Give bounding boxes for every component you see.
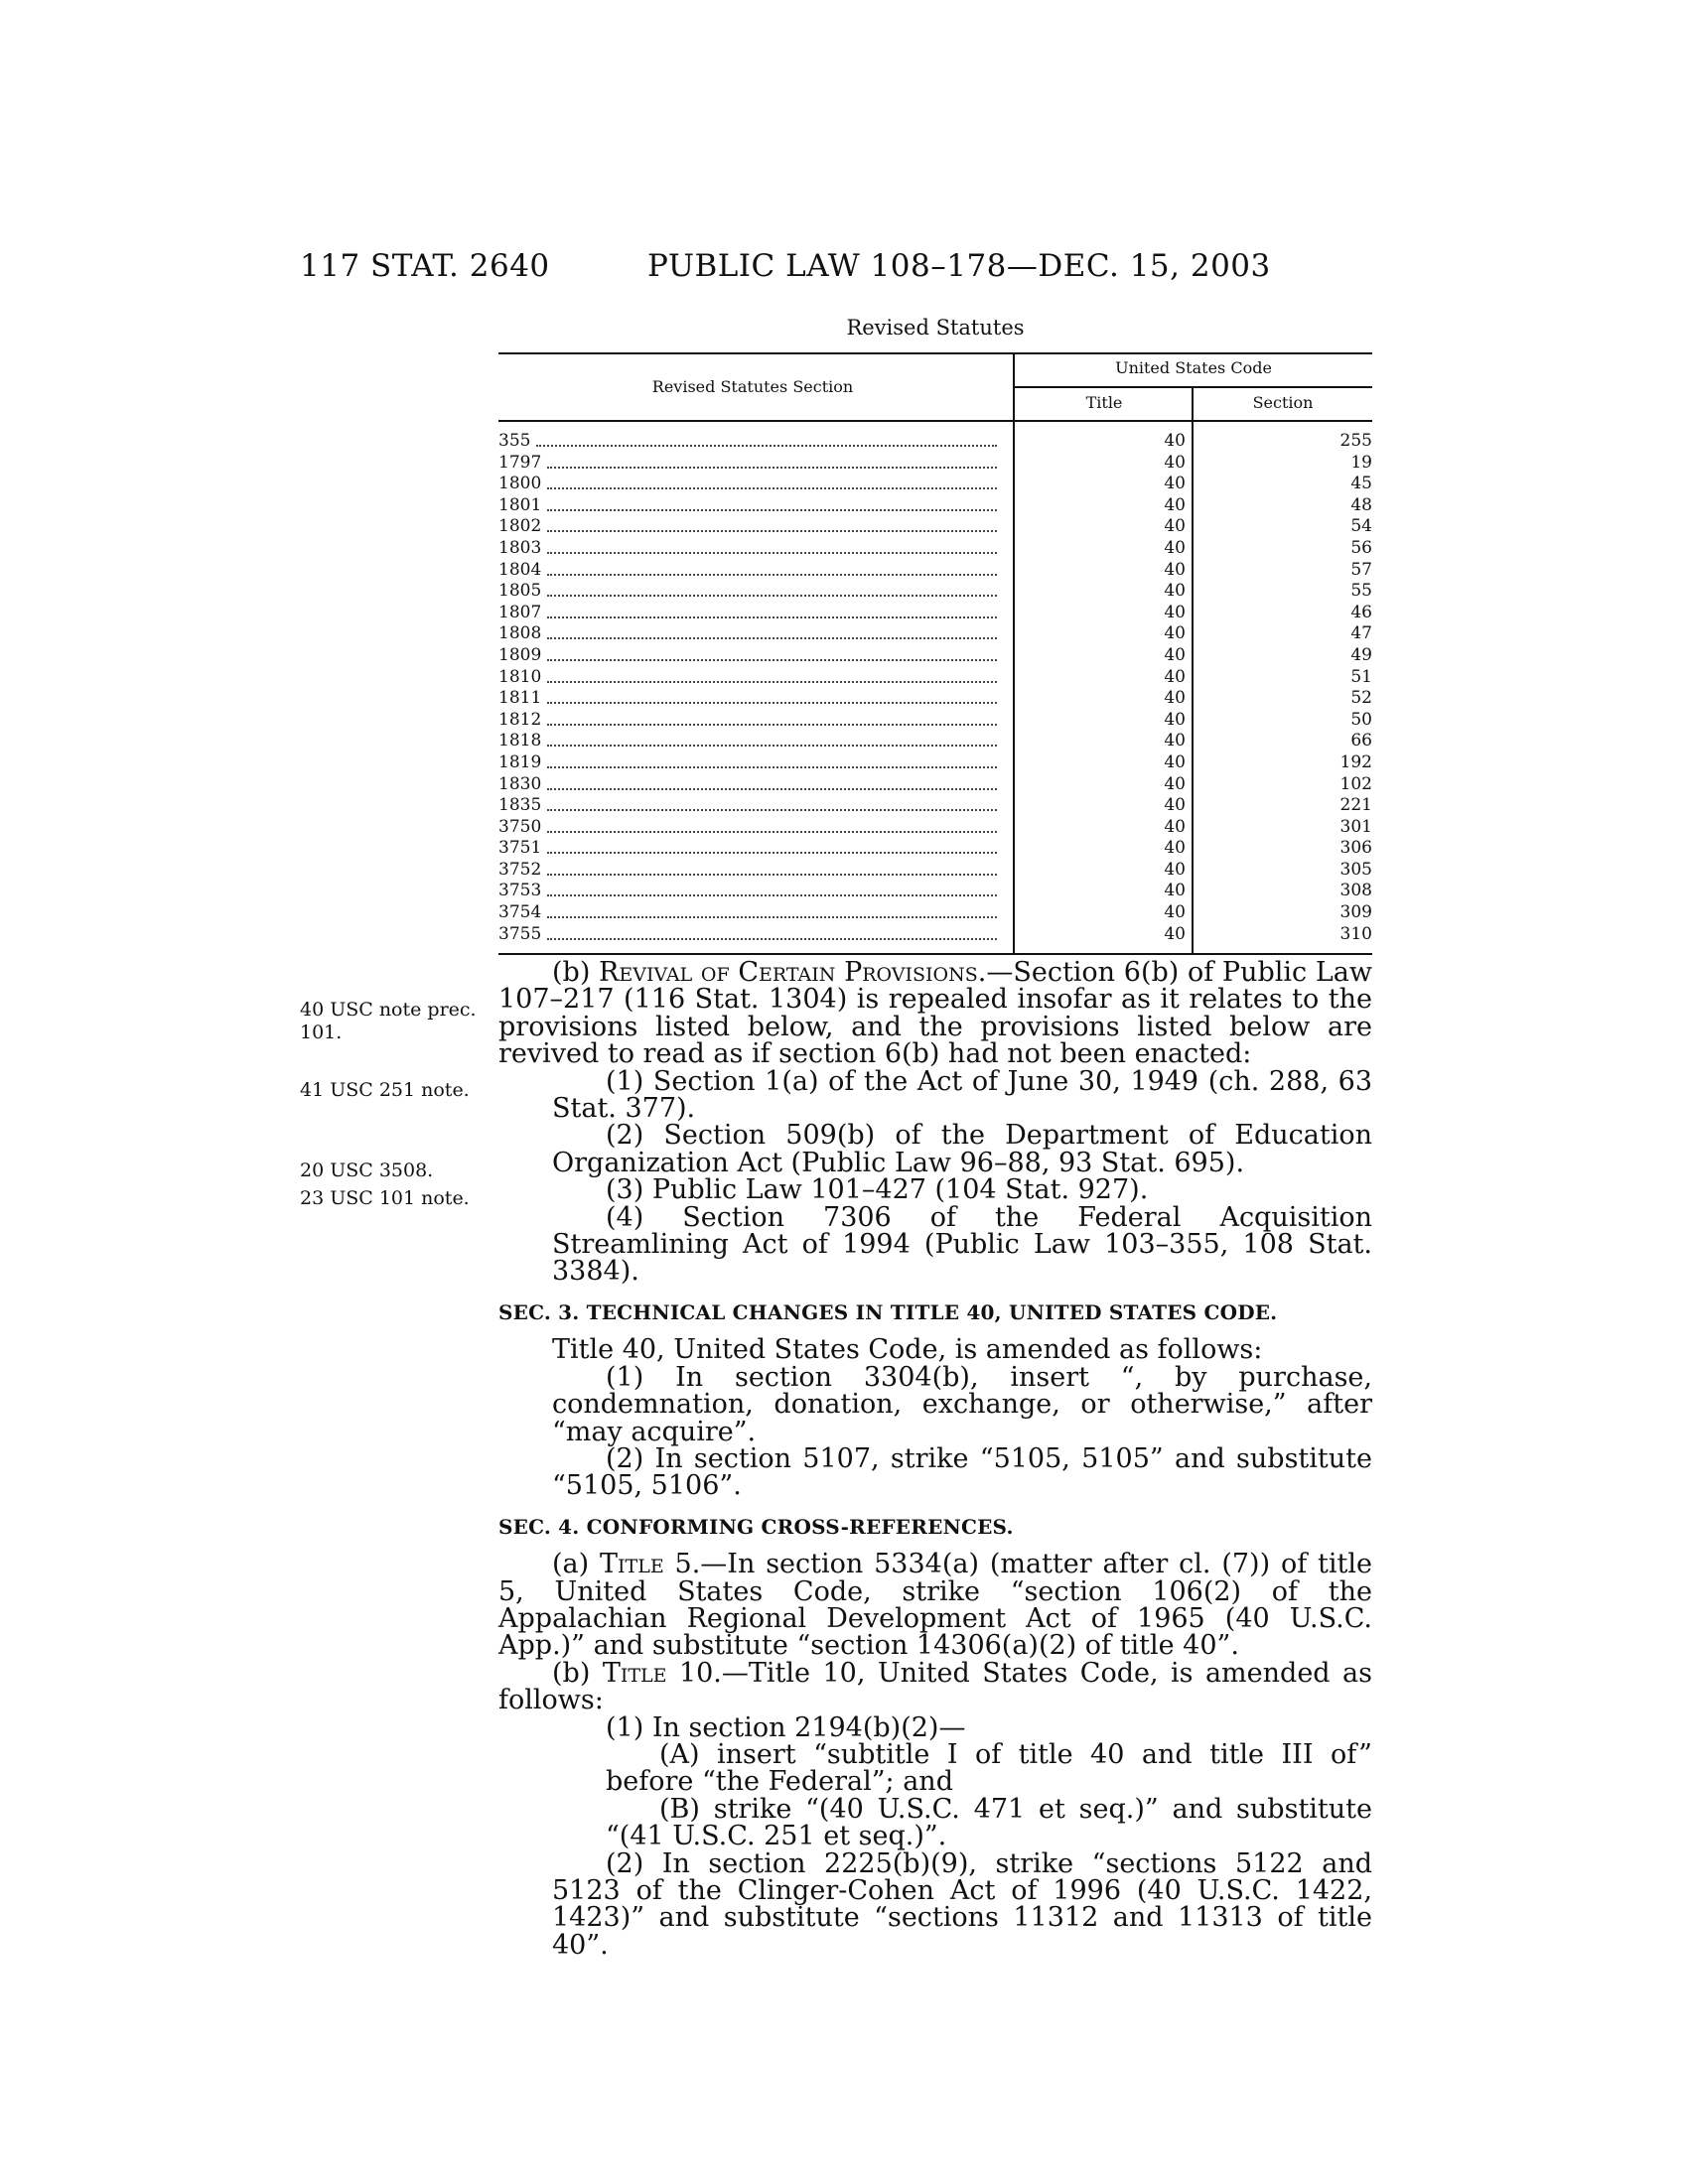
rs-section-number: 1809 (498, 644, 542, 665)
table-row (498, 645, 1372, 667)
body-text (498, 959, 1372, 1959)
rs-section-cell (498, 752, 1007, 774)
rs-section-cell (498, 560, 1007, 582)
rs-section-cell (498, 924, 1007, 946)
leader-dots (547, 752, 997, 768)
rs-section-number: 1811 (498, 688, 542, 709)
usc-title-cell: 40 (1164, 431, 1186, 451)
usc-title-cell: 40 (1164, 581, 1186, 602)
usc-title-cell: 40 (1164, 795, 1186, 816)
usc-title-cell: 40 (1164, 666, 1186, 687)
sec3-item-1: (1) In section 3304(b), insert “, by purchase, condemnation, donation, exchange, or otherwise,” after “may acquire”. (552, 1361, 1372, 1447)
leader-dots (547, 881, 997, 896)
sec2b-heading: Revival of Certain Provisions. (599, 957, 987, 988)
rs-section-cell (498, 795, 1007, 817)
rs-section-number: 1808 (498, 623, 542, 644)
usc-section-cell: 51 (1350, 666, 1372, 687)
leader-dots (536, 431, 997, 447)
usc-section-cell: 49 (1350, 644, 1372, 665)
table-row (498, 795, 1372, 817)
sec2b-label: (b) (552, 957, 600, 988)
sec4-b-text: —Title 10, United States Code, is amended as follows: (498, 1657, 1372, 1716)
margin-note-1: 40 USC note prec. 101. (300, 999, 477, 1043)
rs-section-number: 1810 (498, 666, 542, 687)
leader-dots (547, 516, 997, 532)
table-row (498, 623, 1372, 645)
sec4-b2: (2) In section 2225(b)(9), strike “sections 5122 and 5123 of the Clinger-Cohen Act of 1996 (40 U.S.C. 1422, 1423)” and substitute “sections 11312 and 11313 of title 40”. (552, 1847, 1372, 1961)
leader-dots (547, 731, 997, 747)
table-row (498, 688, 1372, 710)
col-header-section: Section (1252, 393, 1314, 412)
usc-section-cell: 102 (1339, 773, 1372, 794)
usc-section-cell: 52 (1350, 688, 1372, 709)
usc-section-cell: 19 (1350, 452, 1372, 473)
table-row (498, 731, 1372, 752)
leader-dots (547, 474, 997, 489)
usc-title-cell: 40 (1164, 751, 1186, 772)
usc-section-cell: 255 (1339, 431, 1372, 451)
usc-title-cell: 40 (1164, 709, 1186, 730)
usc-section-cell: 306 (1339, 838, 1372, 859)
table-top-rule (498, 352, 1372, 354)
usc-title-cell: 40 (1164, 644, 1186, 665)
leader-dots (547, 581, 997, 597)
sec2b-item-3: (3) Public Law 101–427 (104 Stat. 927). (606, 1174, 1149, 1206)
sec4-b1B: (B) strike “(40 U.S.C. 471 et seq.)” and substitute “(41 U.S.C. 251 et seq.)”. (606, 1793, 1372, 1852)
table-row (498, 817, 1372, 839)
usc-section-cell: 192 (1339, 751, 1372, 772)
rs-section-number: 1807 (498, 602, 542, 622)
sec4-a-paragraph (498, 1551, 1372, 1660)
rs-section-cell (498, 623, 1007, 645)
usc-title-cell: 40 (1164, 816, 1186, 837)
usc-title-cell: 40 (1164, 688, 1186, 709)
rs-section-number: 3755 (498, 923, 542, 944)
rs-section-cell (498, 817, 1007, 839)
usc-section-cell: 46 (1350, 602, 1372, 622)
rs-section-number: 3751 (498, 838, 542, 859)
usc-title-cell: 40 (1164, 494, 1186, 515)
rs-section-cell (498, 667, 1007, 689)
margin-note-2: 41 USC 251 note. (300, 1079, 470, 1101)
usc-title-cell: 40 (1164, 537, 1186, 558)
usc-title-cell: 40 (1164, 902, 1186, 923)
table-row (498, 431, 1372, 453)
usc-title-cell: 40 (1164, 838, 1186, 859)
table-row (498, 838, 1372, 860)
rs-section-number: 3753 (498, 881, 542, 901)
usc-title-cell: 40 (1164, 559, 1186, 580)
usc-title-cell: 40 (1164, 623, 1186, 644)
leader-dots (547, 538, 997, 554)
usc-section-cell: 50 (1350, 709, 1372, 730)
rs-section-number: 1804 (498, 559, 542, 580)
usc-title-cell: 40 (1164, 602, 1186, 622)
leader-dots (547, 902, 997, 918)
table-row (498, 902, 1372, 924)
table-row (498, 581, 1372, 603)
rs-section-cell (498, 710, 1007, 732)
table-group-rule (1015, 386, 1372, 388)
usc-title-cell: 40 (1164, 452, 1186, 473)
usc-title-cell: 40 (1164, 474, 1186, 494)
page-stat-number: 117 STAT. 2640 (300, 248, 550, 284)
rs-section-cell (498, 431, 1007, 453)
leader-dots (547, 838, 997, 854)
usc-title-cell: 40 (1164, 731, 1186, 751)
leader-dots (547, 603, 997, 618)
rs-section-cell (498, 603, 1007, 624)
leader-dots (547, 710, 997, 726)
leader-dots (547, 688, 997, 704)
table-row (498, 774, 1372, 796)
rs-section-number: 3750 (498, 816, 542, 837)
table-body (498, 431, 1372, 945)
table-bottom-rule (498, 953, 1372, 955)
usc-title-cell: 40 (1164, 516, 1186, 537)
rs-section-number: 355 (498, 431, 531, 451)
margin-note-3: 20 USC 3508. (300, 1160, 434, 1181)
usc-section-cell: 308 (1339, 881, 1372, 901)
table-row (498, 474, 1372, 495)
table-row (498, 516, 1372, 538)
rs-section-cell (498, 581, 1007, 603)
rs-section-number: 1800 (498, 474, 542, 494)
rs-section-number: 1802 (498, 516, 542, 537)
rs-section-cell (498, 731, 1007, 752)
usc-section-cell: 57 (1350, 559, 1372, 580)
rs-section-number: 1819 (498, 751, 542, 772)
usc-title-cell: 40 (1164, 859, 1186, 880)
table-row (498, 881, 1372, 902)
table-row (498, 667, 1372, 689)
rs-section-cell (498, 474, 1007, 495)
sec4-heading: SEC. 4. CONFORMING CROSS-REFERENCES. (498, 1514, 1014, 1539)
usc-title-cell: 40 (1164, 923, 1186, 944)
rs-section-number: 1803 (498, 537, 542, 558)
table-header-rule (498, 420, 1372, 422)
leader-dots (547, 924, 997, 940)
table-row (498, 560, 1372, 582)
rs-section-number: 1835 (498, 795, 542, 816)
sec2b-item-4: (4) Section 7306 of the Federal Acquisition Streamlining Act of 1994 (Public Law 103–355, 108 Stat. 3384). (552, 1201, 1372, 1288)
sec4-b1A: (A) insert “subtitle I of title 40 and title III of” before “the Federal”; and (606, 1738, 1372, 1798)
usc-section-cell: 310 (1339, 923, 1372, 944)
usc-section-cell: 48 (1350, 494, 1372, 515)
rs-section-number: 1830 (498, 773, 542, 794)
col-header-title: Title (1085, 393, 1123, 412)
table-row (498, 495, 1372, 517)
sec3-heading: SEC. 3. TECHNICAL CHANGES IN TITLE 40, UNITED STATES CODE. (498, 1299, 1278, 1324)
rs-section-cell (498, 774, 1007, 796)
rs-section-cell (498, 688, 1007, 710)
leader-dots (547, 645, 997, 661)
sec2b-item-1: (1) Section 1(a) of the Act of June 30, 1949 (ch. 288, 63 Stat. 377). (552, 1065, 1372, 1125)
sec4-b-heading: Title 10. (602, 1657, 722, 1689)
rs-section-cell (498, 516, 1007, 538)
sec4-a-label: (a) (552, 1549, 601, 1580)
sec2b-paragraph (498, 959, 1372, 1068)
rs-section-number: 1818 (498, 731, 542, 751)
table-row (498, 752, 1372, 774)
usc-title-cell: 40 (1164, 773, 1186, 794)
rs-section-number: 1805 (498, 581, 542, 602)
usc-title-cell: 40 (1164, 881, 1186, 901)
rs-section-number: 3752 (498, 859, 542, 880)
col-header-rs-section: Revised Statutes Section (651, 377, 854, 396)
table-row (498, 538, 1372, 560)
sec3-intro: Title 40, United States Code, is amended as follows: (552, 1334, 1263, 1366)
sec4-b1: (1) In section 2194(b)(2)— (606, 1711, 966, 1743)
table-caption: Revised Statutes (846, 316, 1025, 340)
leader-dots (547, 667, 997, 683)
rs-section-number: 1797 (498, 452, 542, 473)
usc-section-cell: 305 (1339, 859, 1372, 880)
sec3-item-2: (2) In section 5107, strike “5105, 5105” and substitute “5105, 5106”. (552, 1442, 1372, 1502)
usc-section-cell: 66 (1350, 731, 1372, 751)
table-row (498, 453, 1372, 475)
margin-note-4: 23 USC 101 note. (300, 1187, 470, 1209)
rs-section-number: 3754 (498, 902, 542, 923)
usc-section-cell: 47 (1350, 623, 1372, 644)
usc-section-cell: 309 (1339, 902, 1372, 923)
rs-section-number: 1812 (498, 709, 542, 730)
sec4-a-text: —In section 5334(a) (matter after cl. (7)) of title 5, United States Code, strike “section 106(2) of the Appalachian Regional Development Act of 1965 (40 U.S.C. App.)” and substitute “section 14306(a)(2) of title 40”. (498, 1549, 1372, 1662)
leader-dots (547, 774, 997, 790)
sec4-a-heading: Title 5. (600, 1549, 701, 1580)
sec4-b-label: (b) (552, 1657, 603, 1689)
sec2b-intro: —Section 6(b) of Public Law 107–217 (116 Stat. 1304) is repealed insofar as it relates to the provisions listed below, and the provisions listed below are revived to read as if section 6(b) had not been enacted: (498, 957, 1372, 1070)
rs-section-cell (498, 902, 1007, 924)
table-row (498, 603, 1372, 624)
rs-section-number: 1801 (498, 494, 542, 515)
table-row (498, 710, 1372, 732)
usc-section-cell: 45 (1350, 474, 1372, 494)
leader-dots (547, 860, 997, 876)
rs-section-cell (498, 645, 1007, 667)
leader-dots (547, 453, 997, 469)
rs-section-cell (498, 881, 1007, 902)
table-row (498, 860, 1372, 882)
rs-section-cell (498, 495, 1007, 517)
rs-section-cell (498, 838, 1007, 860)
leader-dots (547, 560, 997, 576)
col-header-usc-group: United States Code (1115, 358, 1272, 377)
usc-section-cell: 221 (1339, 795, 1372, 816)
page-running-head: PUBLIC LAW 108–178—DEC. 15, 2003 (647, 248, 1271, 284)
rs-section-cell (498, 453, 1007, 475)
usc-section-cell: 56 (1350, 537, 1372, 558)
table-row (498, 924, 1372, 946)
rs-section-cell (498, 538, 1007, 560)
leader-dots (547, 623, 997, 639)
rs-section-cell (498, 860, 1007, 882)
leader-dots (547, 495, 997, 511)
leader-dots (547, 795, 997, 811)
usc-section-cell: 301 (1339, 816, 1372, 837)
sec4-b-paragraph (498, 1657, 1372, 1716)
usc-section-cell: 55 (1350, 581, 1372, 602)
usc-section-cell: 54 (1350, 516, 1372, 537)
sec2b-item-2: (2) Section 509(b) of the Department of Education Organization Act (Public Law 96–88, 93 Stat. 695). (552, 1120, 1372, 1178)
leader-dots (547, 817, 997, 833)
